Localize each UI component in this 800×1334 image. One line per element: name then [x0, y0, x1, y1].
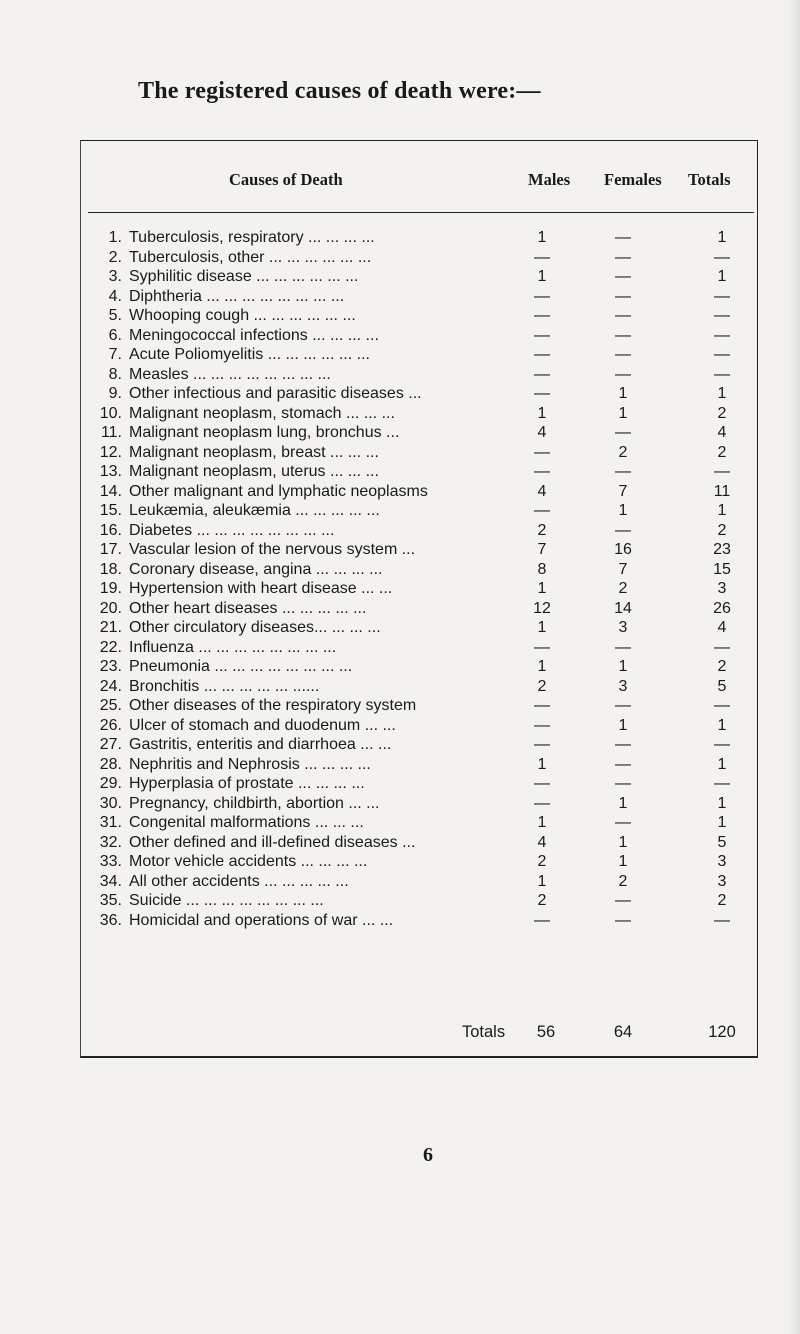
- row-number: 28.: [99, 755, 122, 773]
- totals-cell: 11: [713, 482, 731, 500]
- males-cell: —: [534, 463, 550, 480]
- males-cell: 1: [537, 814, 547, 831]
- males-cell: 2: [537, 892, 547, 909]
- cause-cell: Bronchitis ... ... ... ... ... ......: [129, 677, 320, 695]
- cause-cell: Leukæmia, aleukæmia ... ... ... ... ...: [129, 502, 380, 519]
- totals-cell: 5: [717, 833, 727, 851]
- table-row: [0, 404, 800, 424]
- cause-cell: Pneumonia ... ... ... ... ... ... ... ...: [129, 658, 353, 675]
- cause-cell: Malignant neoplasm, stomach ... ... ...: [129, 404, 395, 422]
- totals-cell: —: [714, 736, 730, 753]
- totals-cell: 26: [713, 599, 731, 617]
- table-row: [0, 794, 800, 814]
- table-row: [0, 423, 800, 443]
- header-females: Females: [604, 170, 662, 189]
- cause-cell: Homicidal and operations of war ... ...: [129, 911, 394, 929]
- males-cell: —: [534, 385, 550, 402]
- cause-cell: Measles ... ... ... ... ... ... ... ...: [129, 365, 331, 383]
- males-cell: —: [534, 365, 550, 383]
- table-row: [0, 540, 800, 560]
- row-number: 24.: [99, 677, 122, 695]
- table-header: [0, 170, 800, 194]
- totals-cell: —: [714, 911, 730, 929]
- females-cell: 2: [618, 443, 628, 461]
- row-number: 10.: [99, 404, 122, 422]
- cause-cell: Ulcer of stomach and duodenum ... ...: [129, 716, 396, 734]
- table-row: [0, 345, 800, 365]
- row-number: 9.: [108, 385, 122, 402]
- row-number: 32.: [99, 833, 122, 851]
- cause-cell: Hyperplasia of prostate ... ... ... ...: [129, 775, 365, 792]
- table-row: [0, 462, 800, 482]
- males-cell: 1: [537, 268, 547, 285]
- totals-cell: —: [714, 463, 730, 480]
- males-cell: —: [534, 307, 550, 324]
- row-number: 17.: [99, 541, 122, 558]
- females-cell: 1: [618, 404, 628, 422]
- females-cell: 1: [618, 716, 628, 734]
- totals-cell: 1: [717, 268, 727, 285]
- females-cell: —: [615, 326, 631, 344]
- table-row: [0, 443, 800, 463]
- row-number: 1.: [108, 229, 122, 246]
- row-number: 26.: [99, 716, 122, 734]
- females-cell: 1: [618, 502, 628, 519]
- females-cell: —: [615, 287, 631, 305]
- males-cell: —: [534, 502, 550, 519]
- totals-cell: 1: [717, 716, 727, 734]
- row-number: 20.: [99, 599, 122, 617]
- row-number: 14.: [99, 482, 122, 500]
- cause-cell: Other heart diseases ... ... ... ... ...: [129, 599, 367, 617]
- totals-cell: 15: [713, 560, 731, 578]
- row-number: 29.: [99, 775, 122, 792]
- table-row: [0, 774, 800, 794]
- females-cell: —: [615, 911, 631, 929]
- cause-cell: Gastritis, enteritis and diarrhoea ... ...: [129, 736, 392, 753]
- males-cell: 7: [537, 541, 547, 558]
- males-cell: 2: [537, 677, 547, 695]
- females-cell: —: [615, 463, 631, 480]
- totals-cell: —: [714, 775, 730, 792]
- females-cell: —: [615, 892, 631, 909]
- totals-cell: 4: [717, 424, 727, 441]
- row-number: 12.: [99, 443, 122, 461]
- table-row: [0, 287, 800, 307]
- totals-cell: 1: [717, 814, 727, 831]
- table-row: [0, 482, 800, 502]
- totals-cell: 2: [717, 892, 727, 909]
- males-cell: —: [534, 346, 550, 363]
- table-row: [0, 599, 800, 619]
- cause-cell: All other accidents ... ... ... ... ...: [129, 872, 349, 890]
- table-body: [0, 228, 800, 930]
- males-cell: 1: [537, 755, 547, 773]
- totals-cell: —: [714, 365, 730, 383]
- totals-totals: 120: [708, 1023, 736, 1041]
- row-number: 18.: [99, 560, 122, 578]
- totals-cell: 1: [717, 385, 727, 402]
- males-cell: 1: [537, 658, 547, 675]
- row-number: 31.: [99, 814, 122, 831]
- totals-cell: —: [714, 326, 730, 344]
- cause-cell: Other malignant and lymphatic neoplasms: [129, 482, 428, 500]
- totals-row: [0, 1023, 800, 1045]
- females-cell: 1: [618, 658, 628, 675]
- row-number: 21.: [99, 619, 122, 636]
- cause-cell: Whooping cough ... ... ... ... ... ...: [129, 307, 356, 324]
- totals-cell: 1: [717, 755, 727, 773]
- row-number: 6.: [108, 326, 122, 344]
- row-number: 4.: [108, 287, 122, 305]
- totals-cell: —: [714, 638, 730, 656]
- females-cell: —: [615, 346, 631, 363]
- header-totals: Totals: [688, 170, 731, 189]
- totals-label: Totals: [462, 1023, 506, 1041]
- table-row: [0, 813, 800, 833]
- row-number: 36.: [99, 911, 122, 929]
- males-cell: 1: [537, 229, 547, 246]
- males-cell: —: [534, 248, 550, 266]
- row-number: 34.: [99, 872, 122, 890]
- table-row: [0, 306, 800, 326]
- table-row: [0, 833, 800, 853]
- females-cell: —: [615, 521, 631, 539]
- page-title: The registered causes of death were:—: [138, 78, 541, 104]
- cause-cell: Syphilitic disease ... ... ... ... ... ...: [129, 268, 359, 285]
- females-cell: 1: [618, 385, 628, 402]
- table-row: [0, 248, 800, 268]
- table-row: [0, 228, 800, 248]
- totals-cell: —: [714, 248, 730, 266]
- table-row: [0, 872, 800, 892]
- header-males: Males: [528, 170, 571, 189]
- males-cell: 1: [537, 619, 547, 636]
- table-row: [0, 735, 800, 755]
- males-cell: —: [534, 736, 550, 753]
- table-row: [0, 267, 800, 287]
- males-cell: 8: [537, 560, 547, 578]
- table-row: [0, 521, 800, 541]
- females-cell: 3: [618, 619, 628, 636]
- page-edge-shadow: [788, 0, 800, 1334]
- cause-cell: Malignant neoplasm, breast ... ... ...: [129, 443, 379, 461]
- table-row: [0, 677, 800, 697]
- row-number: 2.: [108, 248, 122, 266]
- cause-cell: Coronary disease, angina ... ... ... ...: [129, 560, 383, 578]
- row-number: 7.: [108, 346, 122, 363]
- females-cell: —: [615, 638, 631, 656]
- row-number: 23.: [99, 658, 122, 675]
- cause-cell: Diabetes ... ... ... ... ... ... ... ...: [129, 521, 335, 539]
- row-number: 19.: [99, 580, 122, 597]
- row-number: 15.: [99, 502, 122, 519]
- table-row: [0, 891, 800, 911]
- females-cell: —: [615, 814, 631, 831]
- males-cell: 4: [537, 424, 547, 441]
- males-cell: —: [534, 638, 550, 656]
- row-number: 33.: [99, 853, 122, 870]
- females-cell: 16: [614, 541, 632, 558]
- totals-males: 56: [536, 1023, 556, 1041]
- row-number: 5.: [108, 307, 122, 324]
- females-cell: —: [615, 229, 631, 246]
- cause-cell: Congenital malformations ... ... ...: [129, 814, 364, 831]
- females-cell: —: [615, 248, 631, 266]
- males-cell: 4: [537, 482, 547, 500]
- header-causes: Causes of Death: [229, 170, 343, 189]
- cause-cell: Acute Poliomyelitis ... ... ... ... ... ...: [129, 346, 370, 363]
- table-row: [0, 326, 800, 346]
- males-cell: 2: [537, 853, 547, 870]
- totals-cell: 2: [717, 658, 727, 675]
- females-cell: 1: [618, 833, 628, 851]
- cause-cell: Nephritis and Nephrosis ... ... ... ...: [129, 755, 371, 773]
- males-cell: —: [534, 287, 550, 305]
- females-cell: —: [615, 697, 631, 714]
- table-row: [0, 560, 800, 580]
- row-number: 25.: [99, 697, 122, 714]
- cause-cell: Malignant neoplasm, uterus ... ... ...: [129, 463, 379, 480]
- cause-cell: Tuberculosis, respiratory ... ... ... ...: [129, 229, 375, 246]
- females-cell: —: [615, 736, 631, 753]
- cause-cell: Tuberculosis, other ... ... ... ... ... ...: [129, 248, 372, 266]
- table-row: [0, 755, 800, 775]
- row-number: 35.: [99, 892, 122, 909]
- table-row: [0, 657, 800, 677]
- totals-cell: 23: [713, 541, 731, 558]
- totals-cell: —: [714, 307, 730, 324]
- totals-cell: —: [714, 287, 730, 305]
- totals-cell: 4: [717, 619, 727, 636]
- totals-cell: 1: [717, 794, 727, 812]
- page-number: 6: [423, 1144, 433, 1166]
- row-number: 16.: [99, 521, 122, 539]
- row-number: 27.: [99, 736, 122, 753]
- totals-cell: —: [714, 346, 730, 363]
- cause-cell: Other infectious and parasitic diseases ...: [129, 385, 422, 402]
- table-row: [0, 911, 800, 931]
- row-number: 11.: [100, 424, 122, 441]
- females-cell: —: [615, 755, 631, 773]
- males-cell: 1: [537, 580, 547, 597]
- table-row: [0, 579, 800, 599]
- totals-cell: 3: [717, 872, 727, 890]
- cause-cell: Pregnancy, childbirth, abortion ... ...: [129, 794, 380, 812]
- males-cell: —: [534, 911, 550, 929]
- females-cell: 1: [618, 853, 628, 870]
- totals-cell: 2: [717, 521, 727, 539]
- totals-cell: 5: [717, 677, 727, 695]
- females-cell: 7: [618, 482, 628, 500]
- females-cell: 2: [618, 580, 628, 597]
- table-row: [0, 852, 800, 872]
- table-row: [0, 501, 800, 521]
- males-cell: 1: [537, 404, 547, 422]
- row-number: 30.: [99, 794, 122, 812]
- males-cell: 4: [537, 833, 547, 851]
- males-cell: —: [534, 326, 550, 344]
- table-row: [0, 618, 800, 638]
- totals-cell: 1: [717, 229, 727, 246]
- males-cell: 1: [537, 872, 547, 890]
- row-number: 13.: [99, 463, 122, 480]
- females-cell: —: [615, 775, 631, 792]
- totals-cell: 2: [717, 404, 727, 422]
- totals-cell: 3: [717, 580, 727, 597]
- females-cell: 3: [618, 677, 628, 695]
- header-divider: [88, 212, 754, 213]
- cause-cell: Other circulatory diseases... ... ... ...: [129, 619, 381, 636]
- cause-cell: Meningococcal infections ... ... ... ...: [129, 326, 379, 344]
- table-row: [0, 696, 800, 716]
- cause-cell: Suicide ... ... ... ... ... ... ... ...: [129, 892, 324, 909]
- females-cell: —: [615, 307, 631, 324]
- totals-cell: 2: [717, 443, 727, 461]
- males-cell: —: [534, 716, 550, 734]
- table-row: [0, 716, 800, 736]
- cause-cell: Diphtheria ... ... ... ... ... ... ... ...: [129, 287, 345, 305]
- totals-cell: 3: [717, 853, 727, 870]
- table-row: [0, 638, 800, 658]
- row-number: 3.: [108, 268, 122, 285]
- females-cell: 2: [618, 872, 628, 890]
- males-cell: —: [534, 697, 550, 714]
- cause-cell: Vascular lesion of the nervous system ...: [129, 541, 416, 558]
- cause-cell: Other diseases of the respiratory system: [129, 697, 417, 714]
- table-row: [0, 384, 800, 404]
- males-cell: —: [534, 775, 550, 792]
- totals-cell: 1: [717, 502, 727, 519]
- females-cell: —: [615, 268, 631, 285]
- totals-cell: —: [714, 697, 730, 714]
- cause-cell: Other defined and ill-defined diseases ...: [129, 833, 416, 851]
- females-cell: 14: [614, 599, 632, 617]
- totals-females: 64: [613, 1023, 633, 1041]
- females-cell: —: [615, 365, 631, 383]
- males-cell: —: [534, 794, 550, 812]
- females-cell: 1: [618, 794, 628, 812]
- cause-cell: Motor vehicle accidents ... ... ... ...: [129, 853, 368, 870]
- females-cell: 7: [618, 560, 628, 578]
- males-cell: 2: [537, 521, 547, 539]
- cause-cell: Malignant neoplasm lung, bronchus ...: [129, 424, 400, 441]
- row-number: 8.: [108, 365, 122, 383]
- males-cell: —: [534, 443, 550, 461]
- cause-cell: Hypertension with heart disease ... ...: [129, 580, 393, 597]
- males-cell: 12: [533, 599, 551, 617]
- row-number: 22.: [99, 638, 122, 656]
- females-cell: —: [615, 424, 631, 441]
- cause-cell: Influenza ... ... ... ... ... ... ... ...: [129, 638, 337, 656]
- table-row: [0, 365, 800, 385]
